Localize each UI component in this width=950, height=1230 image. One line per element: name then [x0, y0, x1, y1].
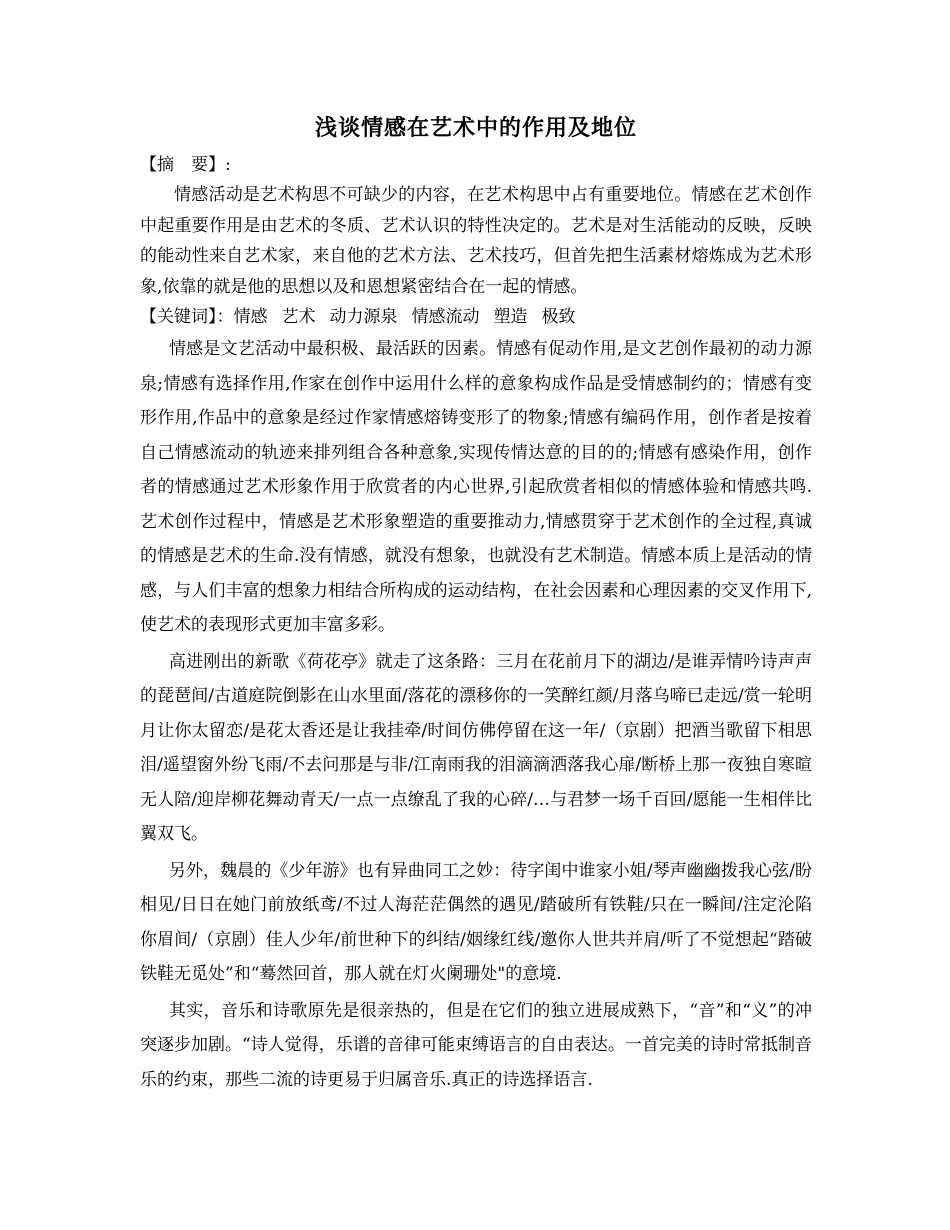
body-paragraph: 情感是文艺活动中最积极、最活跃的因素。情感有促动作用,是文艺创作最初的动力源泉;情感有选择作用,作家在创作中运用什么样的意象构成作品是受情感制约的；情感有变形作用,作品中的意象是经过作家情感熔铸变形了的物象;情感有编码作用，创作者是按着自己情感流动的轨迹来排列组合各种意象,实现传情达意的目的的;情感有感染作用，创作者的情感通过艺术形象作用于欣赏者的内心世界,引起欣赏者相似的情感体验和情感共鸣.艺术创作过程中，情感是艺术形象塑造的重要推动力,情感贯穿于艺术创作的全过程,真诚的情感是艺术的生命.没有情感，就没有想象，也就没有艺术制造。情感本质上是活动的情感，与人们丰富的想象力相结合所构成的运动结构，在社会因素和心理因素的交叉作用下,使艺术的表现形式更加丰富多彩。	[140, 339, 812, 635]
body-paragraph: 其实，音乐和诗歌原先是很亲热的，但是在它们的独立进展成熟下，“音”和“义”的冲突逐步加剧。“诗人觉得，乐谱的音律可能束缚语言的自由表达。一首完美的诗时常抵制音乐的约束，那些二流的诗更易于归属音乐.真正的诗选择语言.	[140, 1000, 812, 1090]
keyword-item: 情感流动	[411, 307, 480, 327]
body-paragraph: 高进刚出的新歌《荷花亭》就走了这条路：三月在花前月下的湖边/是谁弄情吟诗声声的琵琶间/古道庭院倒影在山水里面/落花的漂移你的一笑醉红颜/月落乌啼已走远/赏一轮明月让你太留恋/是花太香还是让我挂牵/时间仿佛停留在这一年/（京剧）把酒当歌留下相思泪/遥望窗外纷飞雨/不去问那是与非/江南雨我的泪滴滴洒落我心扉/断桥上那一夜独自寒暄无人陪/迎岸柳花舞动青天/一点一点缭乱了我的心碎/…与君梦一场千百回/愿能一生相伴比翼双飞。	[140, 651, 812, 844]
abstract-text: 情感活动是艺术构思不可缺少的内容，在艺术构思中占有重要地位。情感在艺术创作中起重要作用是由艺术的冬质、艺术认识的特性决定的。艺术是对生活能动的反映，反映的能动性来自艺术家，来自他的艺术方法、艺术技巧，但首先把生活素材熔炼成为艺术形象,依靠的就是他的思想以及和恩想紧密结合在一起的情感。	[140, 185, 812, 297]
keyword-item: 动力源泉	[329, 307, 398, 327]
keywords-line	[140, 302, 812, 332]
document-page	[140, 110, 812, 1099]
abstract-label: 【摘 要】:	[140, 155, 231, 175]
document-title: 浅谈情感在艺术中的作用及地位	[314, 115, 637, 141]
keyword-item: 艺术	[281, 307, 316, 327]
keyword-item: 极致	[541, 307, 576, 327]
keyword-item: 塑造	[493, 307, 528, 327]
keyword-item: 情感	[233, 307, 268, 327]
body-paragraph: 另外，魏晨的《少年游》也有异曲同工之妙：待字闺中谁家小姐/琴声幽幽拨我心弦/盼相见/日日在她门前放纸鸢/不过人海茫茫偶然的遇见/踏破所有铁鞋/只在一瞬间/注定沦陷你眉间/（京剧）佳人少年/前世种下的纠结/姻缘红线/邀你人世共并肩/听了不觉想起“踏破铁鞋无觅处”和“蓦然回首，那人就在灯火阑珊处"的意境.	[140, 860, 812, 984]
keywords-label: 【关键词】：	[140, 307, 234, 327]
